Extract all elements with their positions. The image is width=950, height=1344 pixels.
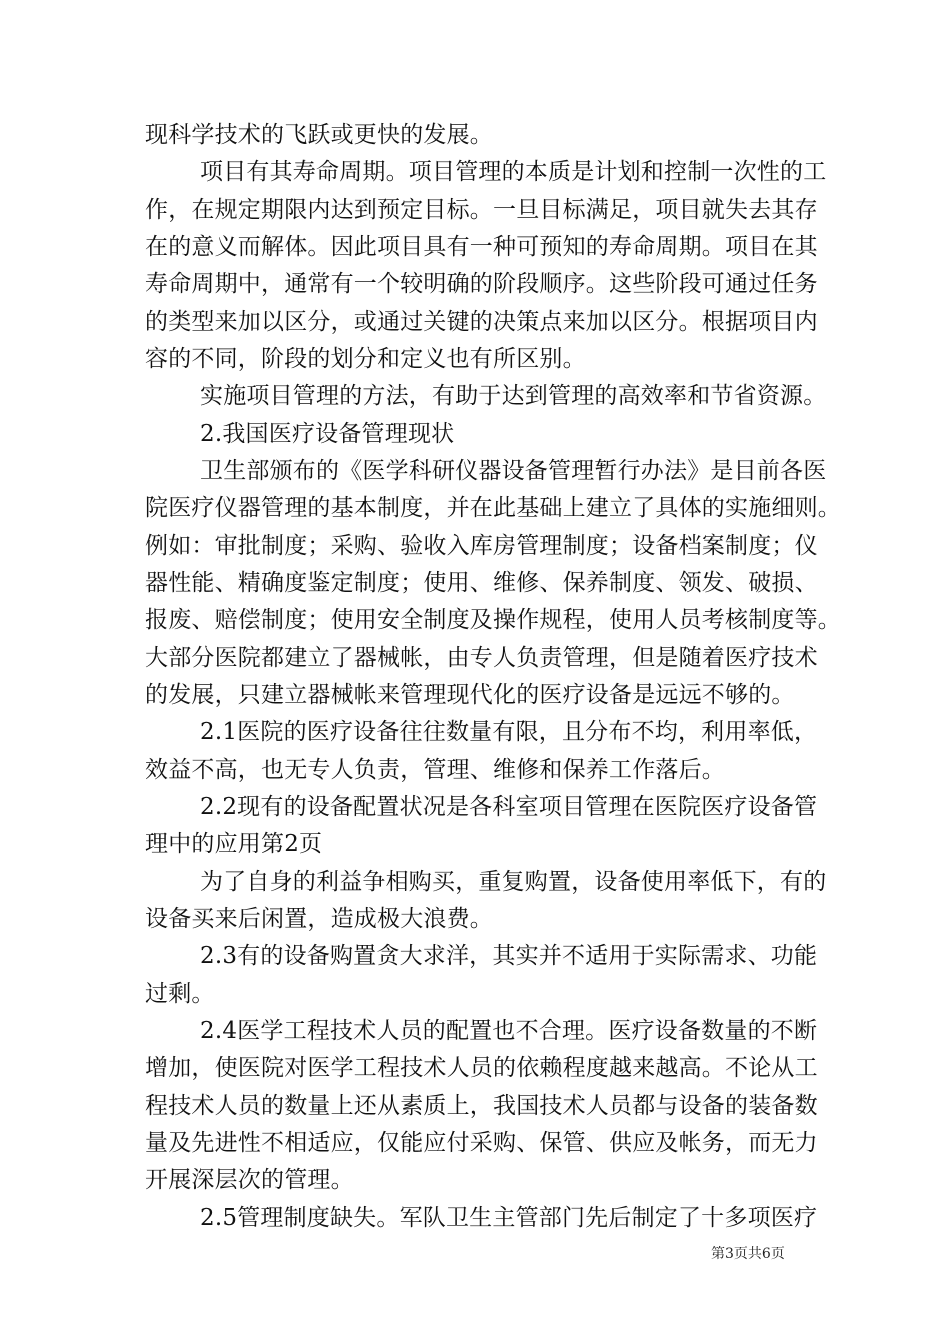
text-line: 2.2现有的设备配置状况是各科室项目管理在医院医疗设备管	[200, 794, 818, 820]
text-line: 量及先进性不相适应，仅能应付采购、保管、供应及帐务，而无力	[145, 1130, 818, 1156]
text-line: 的类型来加以区分，或通过关键的决策点来加以区分。根据项目内	[145, 309, 818, 335]
text-line: 卫生部颁布的《医学科研仪器设备管理暂行办法》是目前各医	[200, 458, 827, 484]
text-line: 在的意义而解体。因此项目具有一种可预知的寿命周期。项目在其	[145, 234, 818, 260]
text-line: 理中的应用第2页	[145, 831, 323, 857]
text-line: 增加，使医院对医学工程技术人员的依赖程度越来越高。不论从工	[145, 1055, 818, 1081]
text-line: 寿命周期中，通常有一个较明确的阶段顺序。这些阶段可通过任务	[145, 271, 818, 297]
text-line: 设备买来后闲置，造成极大浪费。	[145, 906, 493, 932]
text-line: 2.1医院的医疗设备往往数量有限，且分布不均，利用率低，	[200, 719, 818, 745]
text-line: 开展深层次的管理。	[145, 1167, 354, 1193]
text-line: 大部分医院都建立了器械帐，由专人负责管理，但是随着医疗技术	[145, 645, 818, 671]
section-heading: 2.我国医疗设备管理现状	[200, 421, 455, 447]
text-line: 容的不同，阶段的划分和定义也有所区别。	[145, 346, 586, 372]
text-line: 作，在规定期限内达到预定目标。一旦目标满足，项目就失去其存	[145, 197, 818, 223]
text-line: 2.5管理制度缺失。军队卫生主管部门先后制定了十多项医疗	[200, 1205, 818, 1231]
text-line: 器性能、精确度鉴定制度；使用、维修、保养制度、领发、破损、	[145, 570, 818, 596]
text-line: 项目有其寿命周期。项目管理的本质是计划和控制一次性的工	[200, 159, 827, 185]
text-line: 例如：审批制度；采购、验收入库房管理制度；设备档案制度；仪	[145, 533, 818, 559]
text-line: 2.3有的设备购置贪大求洋，其实并不适用于实际需求、功能	[200, 943, 818, 969]
text-line: 效益不高，也无专人负责，管理、维修和保养工作落后。	[145, 757, 725, 783]
text-line: 程技术人员的数量上还从素质上，我国技术人员都与设备的装备数	[145, 1093, 818, 1119]
text-line: 报废、赔偿制度；使用安全制度及操作规程，使用人员考核制度等。	[145, 607, 841, 633]
text-line: 院医疗仪器管理的基本制度，并在此基础上建立了具体的实施细则。	[145, 495, 841, 521]
text-line: 的发展，只建立器械帐来管理现代化的医疗设备是远远不够的。	[145, 682, 795, 708]
page-number: 第3页共6页	[711, 1246, 785, 1262]
text-line: 2.4医学工程技术人员的配置也不合理。医疗设备数量的不断	[200, 1018, 818, 1044]
text-line: 过剩。	[145, 981, 215, 1007]
text-line: 现科学技术的飞跃或更快的发展。	[145, 122, 493, 148]
text-line: 为了自身的利益争相购买，重复购置，设备使用率低下，有的	[200, 869, 827, 895]
text-line: 实施项目管理的方法，有助于达到管理的高效率和节省资源。	[200, 383, 827, 409]
